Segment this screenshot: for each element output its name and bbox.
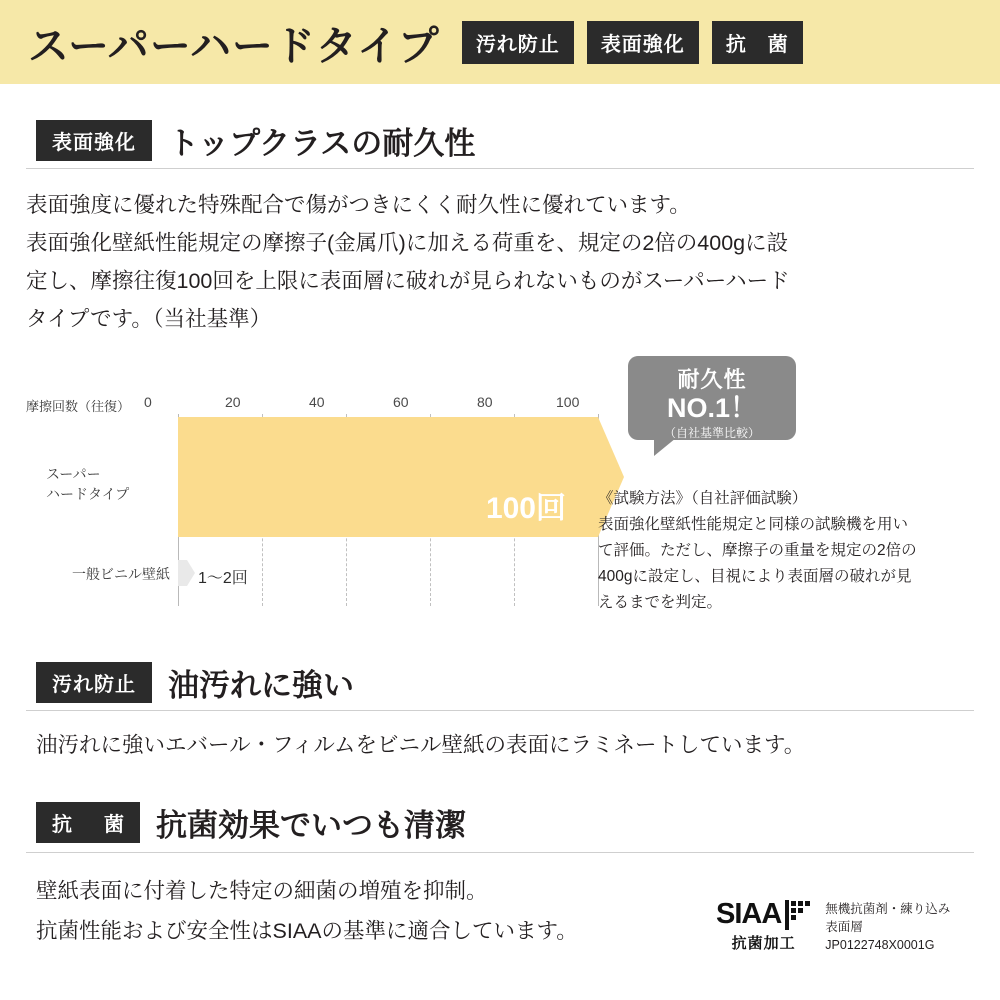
chart-bar-standard: [178, 560, 187, 586]
chart-tick-40: 40: [309, 394, 325, 410]
siaa-detail-2: 表面層: [825, 920, 863, 934]
siaa-detail-3: JP0122748X0001G: [825, 938, 935, 952]
chart-tick-0: 0: [144, 394, 152, 410]
section-2-title: 油汚れに強い: [168, 668, 354, 703]
section-2-paragraph-1: 油汚れに強いエバール・フィルムをビニル壁紙の表面にラミネートしています。: [36, 733, 806, 757]
chart-category-label-super-hard-line1: スーパー: [46, 466, 101, 482]
chart-bar-value-super-hard: 100回: [485, 492, 566, 525]
siaa-logo: [716, 898, 811, 953]
callout-line-3: （自社基準比較）: [663, 426, 760, 440]
test-method-line-2: て評価。ただし、摩擦子の重量を規定の2倍の: [598, 542, 917, 559]
siaa-logo-top: [716, 898, 811, 931]
section-2-badge: 汚れ防止: [36, 662, 152, 703]
test-method-heading: 《試験方法》（自社評価試験）: [598, 490, 808, 507]
chart-tick-80: 80: [477, 394, 493, 410]
section-1-head: [36, 118, 475, 163]
siaa-certification: [716, 898, 950, 954]
header-tag-list: [462, 21, 803, 64]
header-tag-surface-reinforced: 表面強化: [587, 21, 699, 64]
durability-callout-bubble: [628, 356, 796, 440]
chart-tick-60: 60: [393, 394, 409, 410]
siaa-detail-1: 無機抗菌剤・練り込み: [825, 902, 951, 916]
chart-bar-arrow-standard: [187, 560, 195, 586]
section-3-paragraph-1: 壁紙表面に付着した特定の細菌の増殖を抑制。: [36, 879, 488, 903]
chart-tick-20: 20: [225, 394, 241, 410]
section-3-paragraph-2: 抗菌性能および安全性はSIAAの基準に適合しています。: [36, 919, 578, 943]
header-tag-antibacterial: 抗 菌: [712, 21, 803, 64]
section-1-title: トップクラスの耐久性: [168, 126, 476, 161]
page-header: [0, 0, 1000, 84]
section-1-paragraph-4: タイプです。（当社基準）: [26, 307, 272, 331]
section-1-badge: 表面強化: [36, 120, 152, 161]
siaa-subtext: 抗菌加工: [731, 935, 796, 952]
header-tag-stain-proof: 汚れ防止: [462, 21, 574, 64]
siaa-flag-icon: [785, 900, 811, 930]
section-1-paragraph-3: 定し、摩擦往復100回を上限に表面層に破れが見られないものがスーパーハード: [26, 269, 790, 293]
section-1-paragraph-1: 表面強度に優れた特殊配合で傷がつきにくく耐久性に優れています。: [26, 193, 691, 217]
chart-axis-label-x: 摩擦回数（往復）: [26, 399, 131, 414]
callout-line-2: NO.1！: [666, 393, 758, 423]
page-title: スーパーハードタイプ: [28, 22, 440, 69]
chart-tick-100: 100: [556, 394, 580, 410]
section-1-divider: [26, 168, 974, 169]
section-3-title: 抗菌効果でいつも清潔: [156, 808, 466, 843]
section-2-head: [36, 660, 354, 705]
test-method-line-1: 表面強化壁紙性能規定と同様の試験機を用い: [598, 516, 909, 533]
siaa-details: [825, 900, 950, 954]
test-method-note: [598, 486, 980, 616]
chart-bar-value-standard: 1〜2回: [198, 570, 248, 587]
test-method-line-3: 400gに設定し、目視により表面層の破れが見: [598, 568, 912, 585]
chart-category-label-super-hard-line2: ハードタイプ: [46, 486, 130, 502]
section-3-head: [36, 800, 466, 845]
section-1-paragraph-2: 表面強化壁紙性能規定の摩擦子(金属爪)に加える荷重を、規定の2倍の400gに設: [26, 231, 789, 255]
siaa-wordmark: SIAA: [716, 898, 782, 930]
section-3-divider: [26, 852, 974, 853]
chart-bar-super-hard: [178, 417, 598, 537]
chart-category-label-standard: 一般ビニル壁紙: [72, 566, 170, 582]
test-method-line-4: えるまでを判定。: [598, 594, 723, 611]
durability-chart: [26, 382, 626, 642]
callout-line-1: 耐久性: [677, 367, 747, 392]
section-3-badge: 抗 菌: [36, 802, 140, 843]
section-2-divider: [26, 710, 974, 711]
